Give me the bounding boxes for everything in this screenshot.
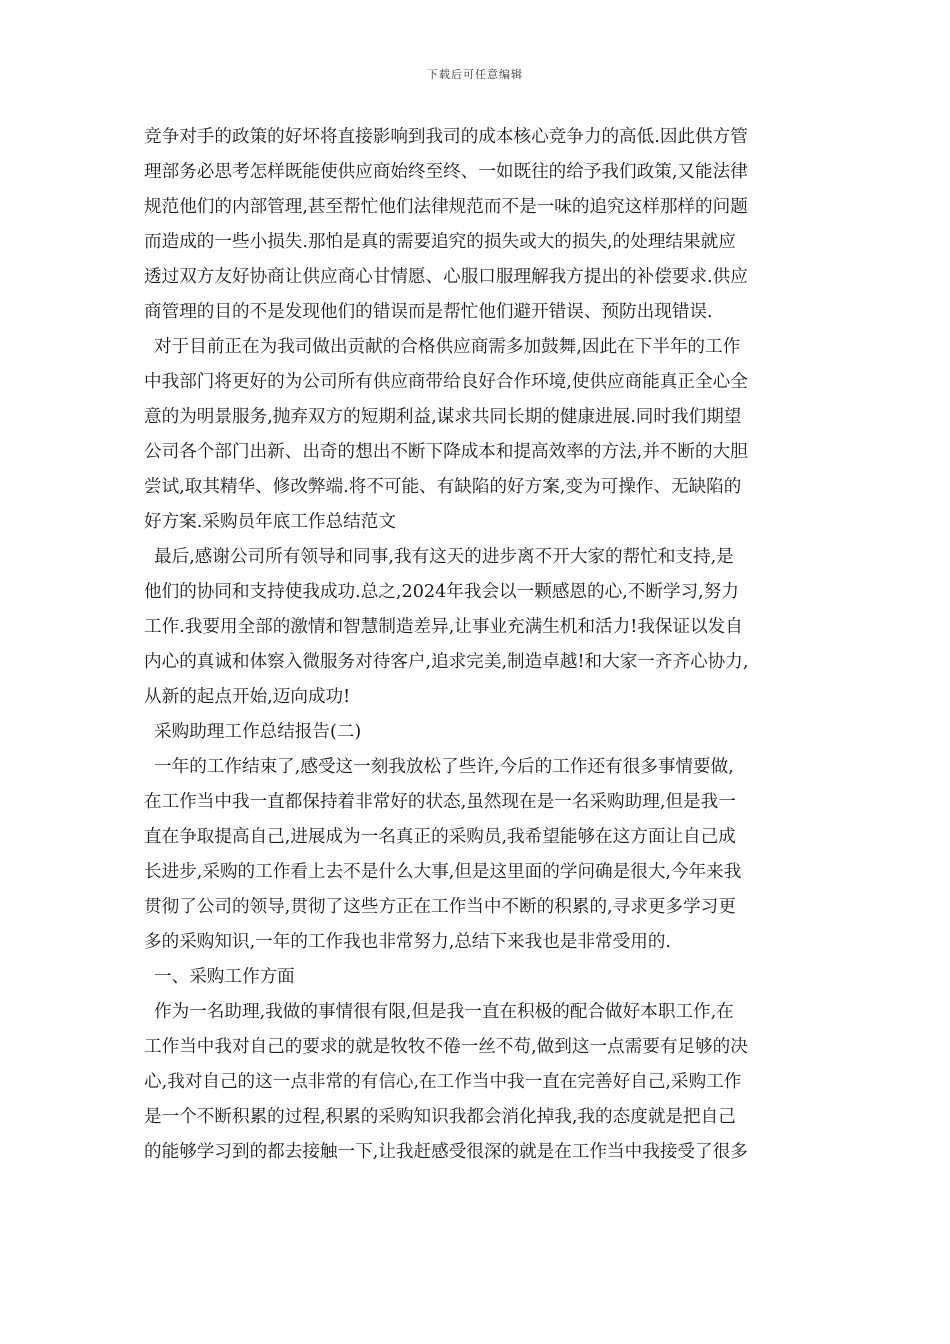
text-line: 心,我对自己的这一点非常的有信心,在工作当中我一直在完善好自己,采购工作 <box>144 1072 742 1092</box>
text-line: 采购助理工作总结报告(二) <box>154 722 362 742</box>
text-line: 长进步,采购的工作看上去不是什么大事,但是这里面的学问确是很大,今年来我 <box>144 862 742 882</box>
text-line: 多的采购知识,一年的工作我也非常努力,总结下来我也是非常受用的. <box>144 932 671 952</box>
text-line: 意的为明景服务,抛弃双方的短期利益,谋求共同长期的健康进展.同时我们期望 <box>144 407 742 427</box>
text-line: 一、采购工作方面 <box>154 967 295 987</box>
text-line: 尝试,取其精华、修改弊端.将不可能、有缺陷的好方案,变为可操作、无缺陷的 <box>144 477 742 497</box>
text-line: 他们的协同和支持使我成功.总之,2024年我会以一颗感恩的心,不断学习,努力 <box>144 582 739 602</box>
text-line: 规范他们的内部管理,甚至帮忙他们法律规范而不是一味的追究这样那样的问题 <box>144 197 748 217</box>
text-line: 工作.我要用全部的激情和智慧制造差异,让事业充满生机和活力!我保证以发自 <box>144 617 743 637</box>
text-line: 商管理的目的不是发现他们的错误而是帮忙他们避开错误、预防出现错误. <box>144 302 713 322</box>
text-line: 公司各个部门出新、出奇的想出不断下降成本和提高效率的方法,并不断的大胆 <box>144 442 748 462</box>
document-body <box>144 120 814 1170</box>
text-line: 内心的真诚和体察入微服务对待客户,追求完美,制造卓越!和大家一齐齐心协力, <box>144 652 749 672</box>
text-line: 最后,感谢公司所有领导和同事,我有这天的进步离不开大家的帮忙和支持,是 <box>154 547 734 567</box>
text-line: 贯彻了公司的领导,贯彻了这些方正在工作当中不断的积累的,寻求更多学习更 <box>144 897 736 917</box>
text-line: 透过双方友好协商让供应商心甘情愿、心服口服理解我方提出的补偿要求.供应 <box>144 267 748 287</box>
text-line: 工作当中我对自己的要求的就是牧牧不倦一丝不苟,做到这一点需要有足够的决 <box>144 1037 748 1057</box>
text-line: 对于目前正在为我司做出贡献的合格供应商需多加鼓舞,因此在下半年的工作 <box>154 337 741 357</box>
text-line: 从新的起点开始,迈向成功! <box>144 687 351 707</box>
text-line: 好方案.采购员年底工作总结范文 <box>144 512 396 532</box>
text-line: 而造成的一些小损失.那怕是真的需要追究的损失或大的损失,的处理结果就应 <box>144 232 736 252</box>
text-line: 作为一名助理,我做的事情很有限,但是我一直在积极的配合做好本职工作,在 <box>154 1002 734 1022</box>
text-line: 理部务必思考怎样既能使供应商始终至终、一如既往的给予我们政策,又能法律 <box>144 162 748 182</box>
text-line: 一年的工作结束了,感受这一刻我放松了些许,今后的工作还有很多事情要做, <box>154 757 734 777</box>
text-line: 直在争取提高自己,进展成为一名真正的采购员,我希望能够在这方面让自己成 <box>144 827 736 847</box>
text-line: 是一个不断积累的过程,积累的采购知识我都会消化掉我,我的态度就是把自己 <box>144 1107 736 1127</box>
text-line: 中我部门将更好的为公司所有供应商带给良好合作环境,使供应商能真正全心全 <box>144 372 748 392</box>
text-line: 的能够学习到的都去接触一下,让我赶感受很深的就是在工作当中我接受了很多 <box>144 1142 748 1162</box>
page-header: 下载后可任意编辑 <box>427 68 523 81</box>
text-line: 在工作当中我一直都保持着非常好的状态,虽然现在是一名采购助理,但是我一 <box>144 792 736 812</box>
text-line: 竞争对手的政策的好坏将直接影响到我司的成本核心竞争力的高低.因此供方管 <box>144 127 748 147</box>
